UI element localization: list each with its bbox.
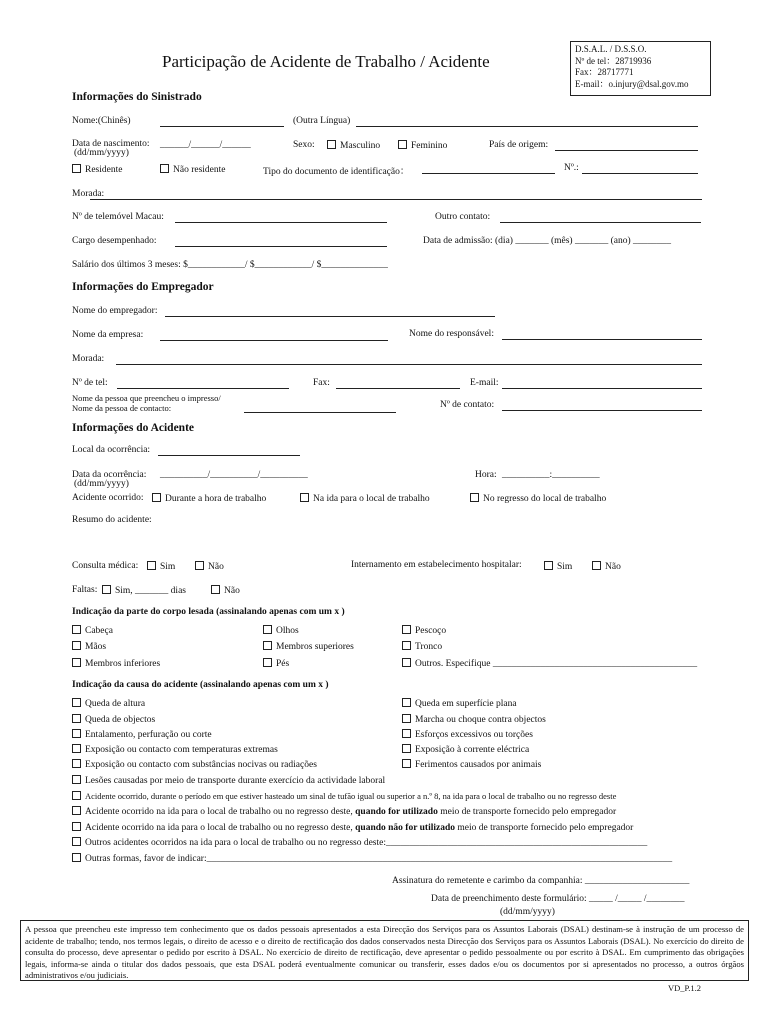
field-data-ocorrencia[interactable]: __________/__________/__________ xyxy=(160,470,308,480)
checkbox-outros-acidentes[interactable] xyxy=(72,837,702,848)
checkbox-entalamento[interactable] xyxy=(72,729,212,740)
checkbox-outras-formas[interactable] xyxy=(72,853,702,864)
label-outra-lingua: (Outra Língua) xyxy=(293,116,351,126)
label-morada-empregador: Morada: xyxy=(72,354,105,364)
field-nome-empresa[interactable] xyxy=(160,340,388,341)
checkbox-icon xyxy=(398,140,407,149)
privacy-notice: A pessoa que preencheu este impresso tem conhecimento que os dados pessoais apresentados a esta Direcção dos Serviços para os Assuntos Laborais (DSAL) destinam-se à instrução de um processo de acidente de trabalho; tendo, nos termos legais, o direito de acesso e o direito de rectificação dos dados conservados nesta Direcção dos Serviços para os Assuntos Laborais (DSAL). No exercício do direito de consulta do processo, deve apresentar o pedido por escrito à DSAL. No exercício de direito de rectificação, deve apresentar o pedido pessoalmente ou por escrito à DSAL. Em cumprimento das obrigações legais, informa-se ainda o titular dos dados pessoais, que esta DSAL poderá eventualmente comunicar ou transferir, esses dados e/ou os documentos por si apresentados no processo, a outros órgãos administrativos e/ou judiciais. xyxy=(20,920,749,981)
checkbox-internamento-nao[interactable] xyxy=(592,561,621,572)
label-pescoco: Pescoço xyxy=(415,626,447,636)
checkbox-membros-superiores[interactable] xyxy=(263,641,354,652)
checkbox-icon xyxy=(402,625,411,634)
label-local-ocorrencia: Local da ocorrência: xyxy=(72,445,151,455)
label-nao-utilizado-post: meio de transporte fornecido pelo empregador xyxy=(455,823,634,833)
label-masculino: Masculino xyxy=(340,141,381,151)
checkbox-icon xyxy=(544,561,553,570)
label-nome-responsavel: Nome do responsável: xyxy=(409,329,494,339)
field-morada[interactable] xyxy=(90,199,702,200)
field-hora[interactable]: __________:__________ xyxy=(502,470,600,480)
section-heading-acidente: Informações do Acidente xyxy=(72,422,195,434)
checkbox-icon xyxy=(147,561,156,570)
field-salario[interactable]: Salário dos últimos 3 meses: $____________/ $____________/ $______________ xyxy=(72,260,388,270)
label-queda-objectos: Queda de objectos xyxy=(85,715,156,725)
checkbox-icon xyxy=(402,729,411,738)
date-format-hint: (dd/mm/yyyy) xyxy=(74,479,129,489)
contact-org: D.S.A.L. / D.S.S.O. xyxy=(575,44,647,54)
label-fax-empregador: Fax: xyxy=(313,378,330,388)
section-heading-sinistrado: Informações do Sinistrado xyxy=(72,91,202,103)
checkbox-faltas-sim[interactable] xyxy=(102,585,186,596)
checkbox-na-ida[interactable] xyxy=(300,493,430,504)
field-fax-empregador[interactable] xyxy=(336,388,460,389)
field-local-ocorrencia[interactable] xyxy=(158,455,300,456)
checkbox-consulta-sim[interactable] xyxy=(147,561,175,572)
field-outro-contato[interactable] xyxy=(500,222,701,223)
checkbox-icon xyxy=(160,164,169,173)
label-nome-empresa: Nome da empresa: xyxy=(72,330,144,340)
checkbox-transporte-utilizado[interactable] xyxy=(72,806,616,817)
checkbox-esforcos[interactable] xyxy=(402,729,533,740)
checkbox-transporte-nao-utilizado[interactable] xyxy=(72,822,633,833)
label-acidente-ocorrido: Acidente ocorrido: xyxy=(72,493,144,503)
checkbox-icon xyxy=(263,658,272,667)
checkbox-feminino[interactable] xyxy=(398,140,447,151)
checkbox-icon xyxy=(72,775,81,784)
checkbox-nao-residente[interactable] xyxy=(160,164,226,175)
label-feminino: Feminino xyxy=(411,141,448,151)
label-sim: Sim xyxy=(557,562,573,572)
checkbox-icon xyxy=(72,641,81,650)
checkbox-icon xyxy=(72,759,81,768)
label-faltas: Faltas: xyxy=(72,585,98,595)
label-marcha: Marcha ou choque contra objectos xyxy=(415,715,546,725)
checkbox-icon xyxy=(402,698,411,707)
field-email-empregador[interactable] xyxy=(502,388,702,389)
field-numero-contato[interactable] xyxy=(502,410,702,411)
label-na-ida: Na ida para o local de trabalho xyxy=(313,494,430,504)
label-utilizado-bold: quando for utilizado xyxy=(355,807,438,817)
label-nao: Não xyxy=(208,562,224,572)
label-maos: Mãos xyxy=(85,642,107,652)
checkbox-pes[interactable] xyxy=(263,658,289,669)
checkbox-tronco[interactable] xyxy=(402,641,442,652)
checkbox-icon xyxy=(72,791,81,800)
label-telemovel: Nº de telemóvel Macau: xyxy=(72,212,164,222)
checkbox-icon xyxy=(72,164,81,173)
checkbox-icon xyxy=(402,744,411,753)
checkbox-masculino[interactable] xyxy=(327,140,380,151)
label-utilizado-post: meio de transporte fornecido pelo empregador xyxy=(437,807,617,817)
checkbox-corrente[interactable] xyxy=(402,744,529,755)
label-queda-altura: Queda de altura xyxy=(85,699,146,709)
label-nao-utilizado-pre: Acidente ocorrido na ida para o local de trabalho ou no regresso deste, xyxy=(85,823,356,833)
checkbox-transporte[interactable] xyxy=(72,775,385,786)
label-cabeca: Cabeça xyxy=(85,626,113,636)
field-data-nascimento[interactable]: ______/______/______ xyxy=(160,140,251,150)
label-nome-chines: Nome:(Chinês) xyxy=(72,116,131,126)
label-pais-origem: País de origem: xyxy=(489,140,549,150)
label-data-ocorrencia: Data da ocorrência: xyxy=(72,470,147,480)
label-resumo: Resumo do acidente: xyxy=(72,515,152,525)
label-pes: Pés xyxy=(276,659,290,669)
label-nao-residente: Não residente xyxy=(173,165,226,175)
label-outro-contato: Outro contato: xyxy=(435,212,491,222)
checkbox-outros-corpo[interactable] xyxy=(402,658,697,669)
label-email-empregador: E-mail: xyxy=(470,378,499,388)
label-morada: Morada: xyxy=(72,189,105,199)
label-tipo-documento: Tipo do documento de identificação： xyxy=(263,167,410,177)
checkbox-queda-objectos[interactable] xyxy=(72,714,155,725)
label-outros-corpo: Outros. Especifique ___________________________________________ xyxy=(415,659,698,669)
field-pessoa-contacto[interactable] xyxy=(244,412,396,413)
field-nome-empregador[interactable] xyxy=(165,316,495,317)
section-heading-empregador: Informações do Empregador xyxy=(72,281,214,293)
checkbox-no-regresso[interactable] xyxy=(470,493,606,504)
checkbox-temperaturas[interactable] xyxy=(72,744,278,755)
contact-email: E-mail：o.injury@dsal.gov.mo xyxy=(575,78,689,89)
label-membros-inferiores: Membros inferiores xyxy=(85,659,161,669)
label-substancias: Exposição ou contacto com substâncias nocivas ou radiações xyxy=(85,760,317,770)
checkbox-icon xyxy=(152,493,161,502)
label-animais: Ferimentos causados por animais xyxy=(415,760,542,770)
form-code: VD_P.1.2 xyxy=(668,983,702,993)
checkbox-icon xyxy=(211,585,220,594)
field-data-admissao[interactable]: Data de admissão: (dia) _______ (mês) _______ (ano) ________ xyxy=(423,236,672,246)
checkbox-marcha[interactable] xyxy=(402,714,546,725)
label-nao: Não xyxy=(224,586,240,596)
date-format-hint: (dd/mm/yyyy) xyxy=(74,148,129,158)
label-residente: Residente xyxy=(85,165,123,175)
label-durante-trabalho: Durante a hora de trabalho xyxy=(165,494,267,504)
label-membros-superiores: Membros superiores xyxy=(276,642,354,652)
corpo-heading: Indicação da parte do corpo lesada (assinalando apenas com um x ) xyxy=(72,607,345,617)
label-olhos: Olhos xyxy=(276,626,299,636)
label-corrente: Exposição à corrente eléctrica xyxy=(415,745,530,755)
checkbox-internamento-sim[interactable] xyxy=(544,561,572,572)
checkbox-cabeca[interactable] xyxy=(72,625,113,636)
label-transporte: Lesões causadas por meio de transporte durante exercício da actividade laboral xyxy=(85,776,386,786)
field-nome-chines[interactable] xyxy=(160,126,284,127)
contact-tel: Nº de tel：28719936 xyxy=(575,55,652,66)
checkbox-durante-trabalho[interactable] xyxy=(152,493,266,504)
field-outra-lingua[interactable] xyxy=(356,126,698,127)
checkbox-icon xyxy=(72,806,81,815)
checkbox-tufao[interactable] xyxy=(72,791,616,801)
field-tel-empregador[interactable] xyxy=(117,388,289,389)
checkbox-maos[interactable] xyxy=(72,641,106,652)
field-morada-empregador[interactable] xyxy=(116,364,702,365)
checkbox-icon xyxy=(72,698,81,707)
label-hora: Hora: xyxy=(475,470,497,480)
field-telemovel[interactable] xyxy=(175,222,387,223)
checkbox-residente[interactable] xyxy=(72,164,122,175)
checkbox-icon xyxy=(72,837,81,846)
checkbox-substancias[interactable] xyxy=(72,759,317,770)
field-data-preenchimento[interactable]: Data de preenchimento deste formulário: _____ /_____ /________ xyxy=(431,894,685,904)
checkbox-icon xyxy=(72,853,81,862)
checkbox-icon xyxy=(72,625,81,634)
label-esforcos: Esforços excessivos ou torções xyxy=(415,730,533,740)
label-numero-contato: Nº de contato: xyxy=(440,400,495,410)
label-utilizado-pre: Acidente ocorrido na ida para o local de trabalho ou no regresso deste, xyxy=(85,807,356,817)
checkbox-icon xyxy=(72,658,81,667)
label-internamento: Internamento em estabelecimento hospitalar: xyxy=(351,560,522,570)
field-pais-origem[interactable] xyxy=(555,150,698,151)
checkbox-icon xyxy=(592,561,601,570)
checkbox-icon xyxy=(470,493,479,502)
label-cargo: Cargo desempenhado: xyxy=(72,236,157,246)
checkbox-icon xyxy=(72,729,81,738)
label-entalamento: Entalamento, perfuração ou corte xyxy=(85,730,212,740)
checkbox-queda-superficie[interactable] xyxy=(402,698,517,709)
field-numero-documento[interactable] xyxy=(582,173,698,174)
checkbox-icon xyxy=(402,641,411,650)
label-temperaturas: Exposição ou contacto com temperaturas extremas xyxy=(85,745,278,755)
label-preencheu-1: Nome da pessoa que preencheu o impresso/ xyxy=(72,393,221,403)
checkbox-icon xyxy=(72,714,81,723)
label-no-regresso: No regresso do local de trabalho xyxy=(483,494,607,504)
checkbox-membros-inferiores[interactable] xyxy=(72,658,160,669)
label-nome-empregador: Nome do empregador: xyxy=(72,306,158,316)
label-preencheu-2: Nome da pessoa de contacto: xyxy=(72,403,172,413)
checkbox-icon xyxy=(402,658,411,667)
field-tipo-documento[interactable] xyxy=(422,173,555,174)
label-nao: Não xyxy=(605,562,621,572)
label-outras-formas: Outras formas, favor de indicar:__________________________________________________________________________________________________ xyxy=(85,854,673,864)
checkbox-pescoco[interactable] xyxy=(402,625,446,636)
form-title: Participação de Acidente de Trabalho / Acidente xyxy=(162,52,490,71)
label-sexo: Sexo: xyxy=(293,140,315,150)
checkbox-icon xyxy=(102,585,111,594)
label-queda-superficie: Queda em superfície plana xyxy=(415,699,517,709)
contact-box xyxy=(570,41,711,96)
date-format-hint: (dd/mm/yyyy) xyxy=(500,907,555,917)
checkbox-animais[interactable] xyxy=(402,759,541,770)
checkbox-faltas-nao[interactable] xyxy=(211,585,240,596)
label-numero-documento: Nº.: xyxy=(564,163,579,173)
label-tronco: Tronco xyxy=(415,642,443,652)
checkbox-icon xyxy=(263,625,272,634)
label-sim: Sim xyxy=(160,562,176,572)
checkbox-icon xyxy=(195,561,204,570)
field-assinatura[interactable]: Assinatura do remetente e carimbo da companhia: ______________________ xyxy=(392,876,690,886)
causa-heading: Indicação da causa do acidente (assinalando apenas com um x ) xyxy=(72,680,329,690)
label-data-nascimento: Data de nascimento: xyxy=(72,139,150,149)
label-tel-empregador: Nº de tel: xyxy=(72,378,108,388)
checkbox-queda-altura[interactable] xyxy=(72,698,145,709)
field-cargo[interactable] xyxy=(175,246,387,247)
checkbox-icon xyxy=(402,759,411,768)
checkbox-icon xyxy=(72,822,81,831)
checkbox-olhos[interactable] xyxy=(263,625,299,636)
checkbox-icon xyxy=(72,744,81,753)
contact-fax: Fax：28717771 xyxy=(575,67,634,77)
checkbox-icon xyxy=(263,641,272,650)
label-outros-acidentes: Outros acidentes ocorridos na ida para o local de trabalho ou no regresso deste:_______________________________________________________ xyxy=(85,838,648,848)
label-faltas-sim: Sim, _______ dias xyxy=(115,586,186,596)
label-nao-utilizado-bold: quando não for utilizado xyxy=(355,823,455,833)
checkbox-icon xyxy=(300,493,309,502)
checkbox-icon xyxy=(402,714,411,723)
label-tufao: Acidente ocorrido, durante o período em que estiver hasteado um sinal de tufão igual ou superior a n.º 8, na ida para o local de trabalho ou no regresso deste xyxy=(85,791,617,801)
checkbox-consulta-nao[interactable] xyxy=(195,561,224,572)
checkbox-icon xyxy=(327,140,336,149)
label-consulta-medica: Consulta médica: xyxy=(72,561,139,571)
field-nome-responsavel[interactable] xyxy=(502,339,702,340)
